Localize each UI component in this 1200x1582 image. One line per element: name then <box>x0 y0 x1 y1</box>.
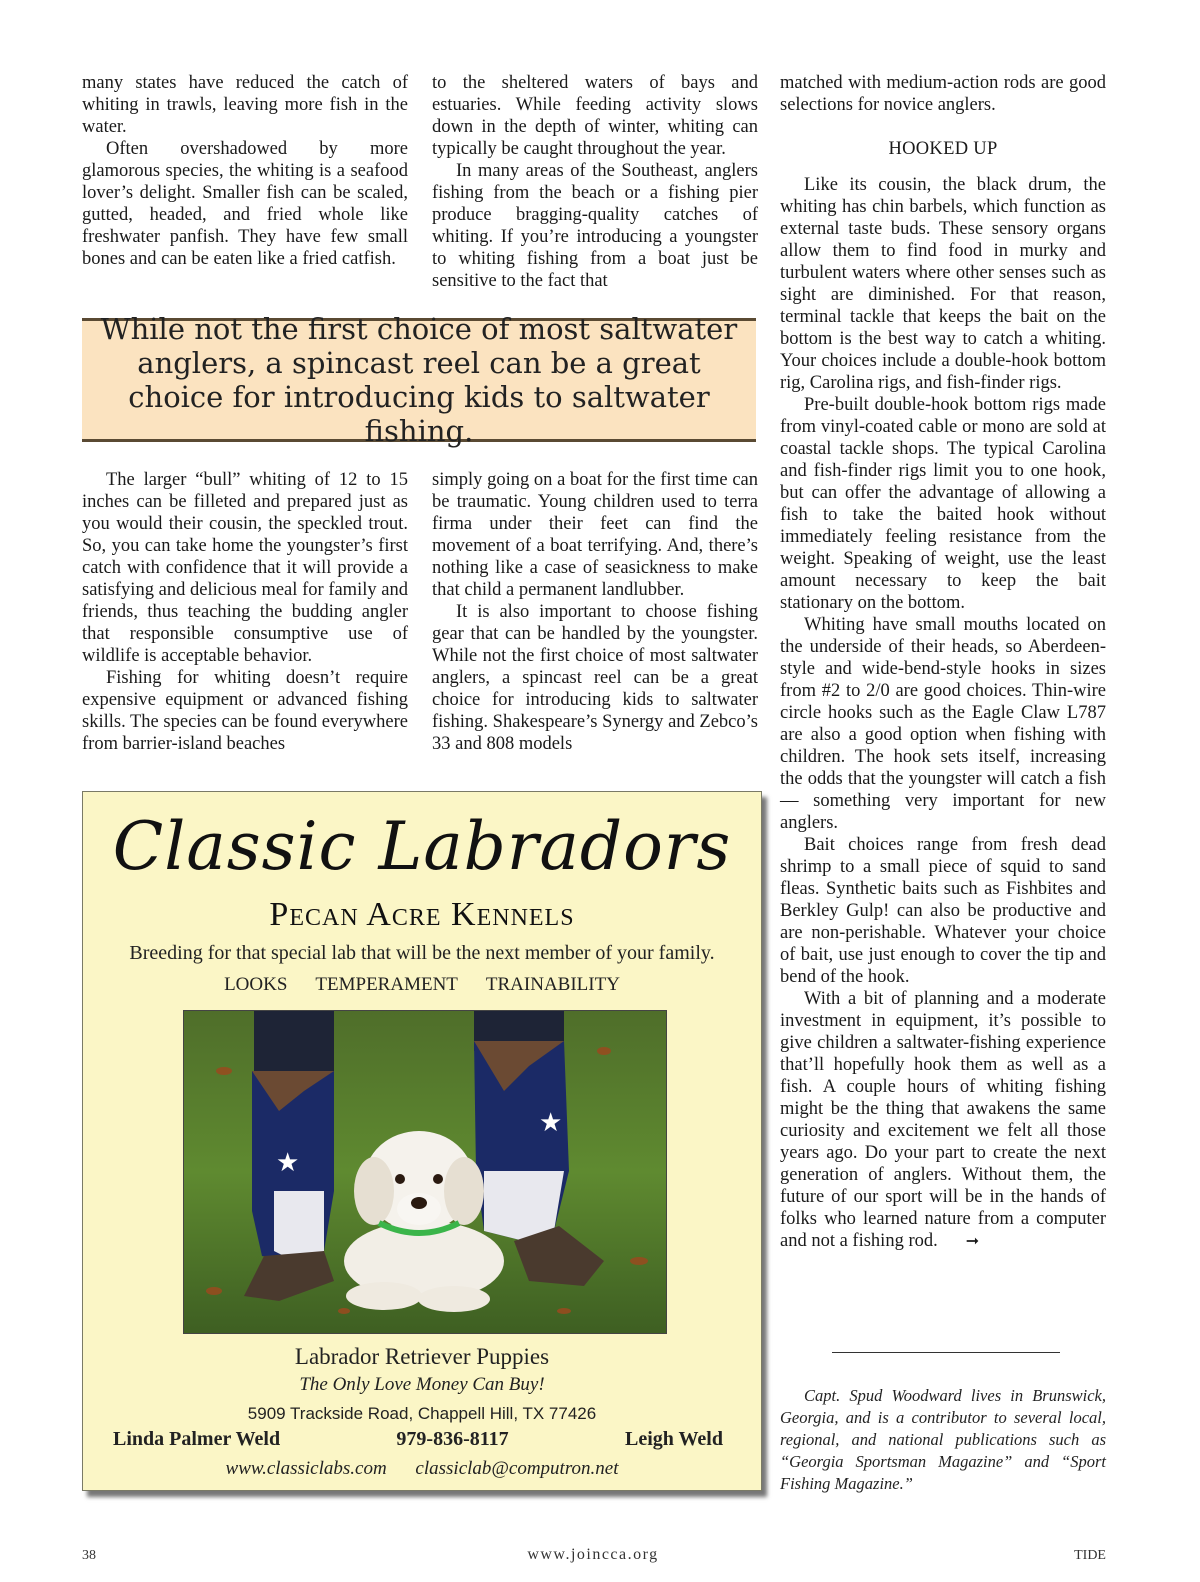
ad-trait: TRAINABILITY <box>485 974 620 995</box>
ad-kennel-name: Pecan Acre Kennels <box>269 896 575 933</box>
ad-puppies-heading: Labrador Retriever Puppies <box>294 1344 550 1369</box>
article-column-1-top <box>82 72 408 270</box>
ad-traits <box>83 974 761 996</box>
ad-web-row <box>83 1458 761 1480</box>
footer-url: www.joincca.org <box>527 1546 659 1563</box>
paragraph: In many areas of the Southeast, anglers fishing from the beach or a fishing pier produce bragging-quality catches of whiting. If you’re introducing a youngster to whiting fishing from a boat just be sensitive to the fact that <box>432 161 758 291</box>
paragraph: Fishing for whiting doesn’t require expensive equipment or advanced fishing skills. The species can be found everywhere from barrier-island beaches <box>82 668 408 754</box>
ad-contact-name: Leigh Weld <box>625 1428 723 1450</box>
puppy-photo-graphic <box>184 1011 666 1333</box>
ad-contact-row <box>113 1428 723 1451</box>
section-heading: HOOKED UP <box>888 139 998 159</box>
puppy-photo <box>183 1010 667 1334</box>
ad-trait: LOOKS <box>224 974 288 995</box>
article-column-3 <box>780 72 1106 1253</box>
paragraph: Like its cousin, the black drum, the whiting has chin barbels, which function as external taste buds. These sensory organs allow them to find food in murky and turbulent waters where other senses such as sight are diminished. For that reason, terminal tackle that keeps the bait on the bottom is the best way to catch a whiting. Your choices include a double-hook bottom rig, Carolina rigs, and fish-finder rigs. <box>780 175 1106 393</box>
ad-title: Classic Labradors <box>112 808 732 885</box>
paragraph: matched with medium-action rods are good selections for novice anglers. <box>780 73 1106 115</box>
paragraph: simply going on a boat for the first time can be traumatic. Young children used to terra firma under their feet can find the movement of a boat terrifying. And, there’s nothing like a case of seasickness to make that child a permanent landlubber. <box>432 470 758 600</box>
ad-phone: 979-836-8117 <box>396 1428 509 1450</box>
ad-address: 5909 Trackside Road, Chappell Hill, TX 77426 <box>247 1404 597 1423</box>
paragraph <box>780 988 1106 1253</box>
page-number: 38 <box>82 1548 96 1563</box>
svg-text:★: ★ <box>276 1148 300 1178</box>
advertisement <box>82 791 762 1491</box>
paragraph: Whiting have small mouths located on the underside of their heads, so Aberdeen-style and wide-bend-style hooks in sizes from #2 to 2/0 are good choices. Thin-wire circle hooks such as the Eagle Claw L787 are also a good option when fishing with children. The hook sets itself, increasing the odds that the youngster will catch a fish — something very important for new anglers. <box>780 615 1106 833</box>
author-bio-text: Capt. Spud Woodward lives in Brunswick, Georgia, and is a contributor to several local, regional, and national publications such as “Georgia Sportsman Magazine” and “Sport Fishing Magazine.” <box>780 1386 1106 1493</box>
article-column-2-bottom <box>432 469 758 755</box>
pull-quote-text: While not the first choice of most saltwater anglers, a spincast reel can be a great choice for introducing kids to saltwater fishing. <box>100 312 738 448</box>
author-bio <box>780 1385 1106 1495</box>
end-mark-icon: ➞ <box>965 1233 980 1250</box>
paragraph: Pre-built double-hook bottom rigs made from vinyl-coated cable or mono are sold at coastal tackle shops. The typical Carolina and fish-finder rigs limit you to one hook, but can offer the advantage of allowing a fish to take the baited hook without immediately feeling resistance from the weight. Speaking of weight, use the least amount necessary to keep the bait stationary on the bottom. <box>780 395 1106 613</box>
ad-trait: TEMPERAMENT <box>315 974 458 995</box>
paragraph: Often overshadowed by more glamorous species, the whiting is a seafood lover’s delight. Smaller fish can be scaled, gutted, headed, and fried whole like freshwater panfish. They have few small bones and can be eaten like a fried catfish. <box>82 139 408 269</box>
pull-quote <box>82 312 756 448</box>
paragraph: It is also important to choose fishing gear that can be handled by the youngster. While not the first choice of most saltwater anglers, a spincast reel can be a great choice for introducing kids to saltwater fishing. Shakespeare’s Synergy and Zebco’s 33 and 808 models <box>432 602 758 754</box>
paragraph: The larger “bull” whiting of 12 to 15 inches can be filleted and prepared just as you would their cousin, the speckled trout. So, you can take home the youngster’s first catch with confidence that it will provide a satisfying and delicious meal for family and friends, thus teaching the budding angler that responsible consumptive use of wildlife is acceptable behavior. <box>82 470 408 666</box>
article-column-1-bottom <box>82 469 408 755</box>
ad-contact-name: Linda Palmer Weld <box>113 1428 281 1450</box>
ad-website-link[interactable]: www.classiclabs.com <box>225 1458 387 1479</box>
paragraph: many states have reduced the catch of whiting in trawls, leaving more fish in the water. <box>82 73 408 137</box>
ad-tagline: Breeding for that special lab that will be the next member of your family. <box>129 942 715 964</box>
paragraph: Bait choices range from fresh dead shrimp to a small piece of squid to sand fleas. Synthetic baits such as Fishbites and Berkley Gulp! can also be productive and are non-perishable. Whatever your choice of bait, use just enough to cover the tip and bend of the hook. <box>780 835 1106 987</box>
ad-slogan: The Only Love Money Can Buy! <box>299 1374 545 1395</box>
paragraph: to the sheltered waters of bays and estuaries. While feeding activity slows down in the depth of winter, whiting can typically be caught throughout the year. <box>432 73 758 159</box>
article-column-2-top <box>432 72 758 292</box>
paragraph-text: With a bit of planning and a moderate investment in equipment, it’s possible to give children a saltwater-fishing experience that’ll hopefully hook them as well as a fish. A couple hours of whiting fishing might be the thing that awakens the same curiosity and excitement we felt all those years ago. Do your part to create the next generation of anglers. Without them, the future of our sport will be in the hands of folks who learned nature from a computer and not a fishing rod. <box>780 989 1106 1251</box>
bio-divider <box>832 1352 1060 1353</box>
svg-text:★: ★ <box>539 1108 563 1138</box>
magazine-name: TIDE <box>1074 1548 1106 1563</box>
ad-email-link[interactable]: classiclab@computron.net <box>415 1458 619 1479</box>
